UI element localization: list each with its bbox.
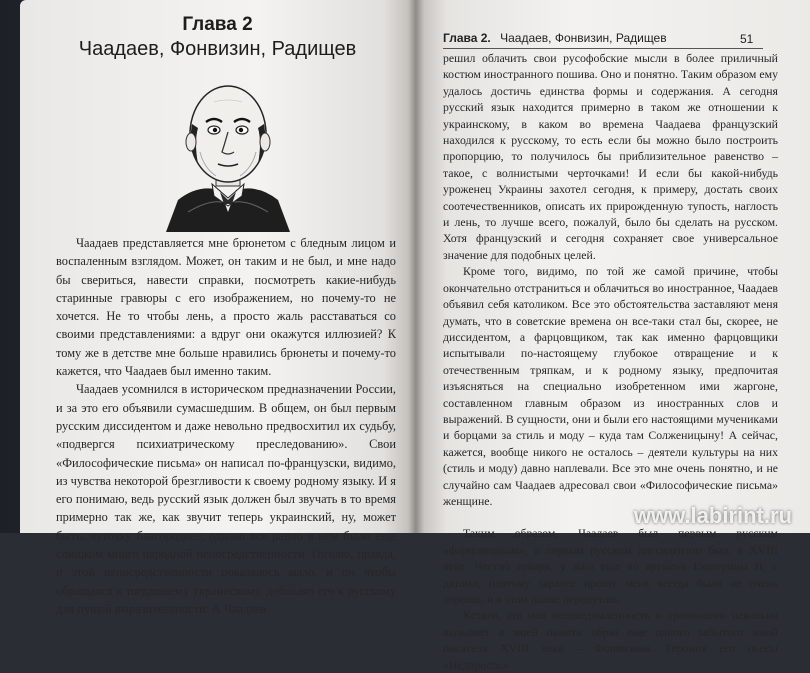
right-page: [415, 0, 810, 672]
chaadaev-portrait-illustration: [158, 72, 298, 232]
paragraph: Чаадаев усомнился в историческом предназначении России, и за это его объявили сумасшедшим. В общем, он был первым русским диссидентом и даже невольно предвосхитил их судьбу, «подвергся психиатрическому преследованию». Свои «Философические письма» он написал по-французски, видимо, из чувства некоторой брезгливости к своему родному языку. И я его понимаю, ведь русский язык должен был звучать в то время примерно так же, как звучит теперь украинский, ну, может быть, чуточку благороднее, однако все равно в нем было еще слишком много народной непосредственности. Гоголю, правда, и этой непосредственности показалось мало, и он чтобы обращался к тогдашнему украинскому, добавлял его к русскому для пущей выразительности. А Чаадаев: [56, 382, 396, 616]
chapter-title: Чаадаев, Фонвизин, Радищев: [78, 38, 357, 60]
running-head-title: Чаадаев, Фонвизин, Радищев: [500, 31, 667, 45]
paragraph: Чаадаев представляется мне брюнетом с бледным лицом и воспаленным взглядом. Может, он таким и не был, и мне надо бы свериться, навести справки, посмотреть какие-нибудь старинные гравюры с его изображением, но почему-то не хочется. Не то чтобы лень, а просто жаль расставаться со своими представлениями: а вдруг они окажутся иллюзией? К тому же в детстве мне больше нравились брюнеты и почему-то кажется, что Чаадаев был именно таким.: [56, 236, 396, 379]
paragraph: Кстати, эта моя неосведомленность в хронологии невольно вызывает в моей памяти образ еще одного забытого мной писателя XVIII века – Фонвизина. Героиня его пьесы «Недоросль»: [443, 608, 778, 672]
open-book: [20, 0, 810, 672]
watermark: www.labirint.ru: [633, 503, 792, 528]
page-number: 51: [740, 32, 754, 46]
left-page-body: [56, 234, 396, 618]
paragraph: Таким образом, Чаадаев был первым русским «фарцовщиком», а первым русским диссидентом был, в XVIII веке. Честно говоря, у жил еще во времена Екатерины II, с датами, поэтому заранее прошу меня всегда было не очень хорошо, и в этом плане перепутаю.: [443, 526, 778, 606]
chapter-label: Глава 2: [182, 14, 253, 35]
running-head-chapter: Глава 2.: [443, 31, 491, 45]
paragraph: Кроме того, видимо, по той же самой причине, чтобы окончательно отстраниться и облачиться во иностранное, Чаадаев объявил себя католиком. Все это обстоятельства заставляют меня думать, что в советские времена он все-таки стал бы, скорее, не диссидентом, а фарцовщиком, так как именно фарцовщики испытывали по-настоящему глубокое отвращение и к отечественным тряпкам, и к родному языку, предпочитая изъясняться на специально изобретенном ими жаргоне, составленном главным образом из иностранных слов и выражений. В сущности, они и были его настоящими мучениками и борцами за стиль и моду – куда там Солженицыну! А сейчас, кажется, вообще никого не осталось – деятели культуры на них (стиль и моду) давно наплевали. Все это мне очень понятно, и не случайно сам Чаадаев адресовал свои «Философические письма» женщине.: [443, 264, 778, 508]
running-head: [443, 31, 763, 49]
book-gutter-shadow: [408, 0, 424, 533]
left-page: [20, 0, 415, 616]
right-page-body: [443, 50, 778, 673]
paragraph: решил облачить свои русофобские мысли в более приличный костюм иностранного пошива. Оно и понятно. Таким образом ему удалось достичь единства формы и содержания. А сегодня русский язык находится примерно в таком же отношении к украинскому, в каком во времена Чаадаева французский находился к русскому, то есть если бы можно было построить пропорцию, то получилось бы приблизительное равенство – такое, с волнистыми черточками! И если бы какой-нибудь уроженец Украины захотел сегодня, к примеру, достать своих соотечественников, описать их прирожденную тупость, наглость и лень, то лучше всего, пожалуй, было бы сделать на русском. Хотя французский и сегодня сохраняет свое универсальное значение для подобных целей.: [443, 51, 778, 262]
